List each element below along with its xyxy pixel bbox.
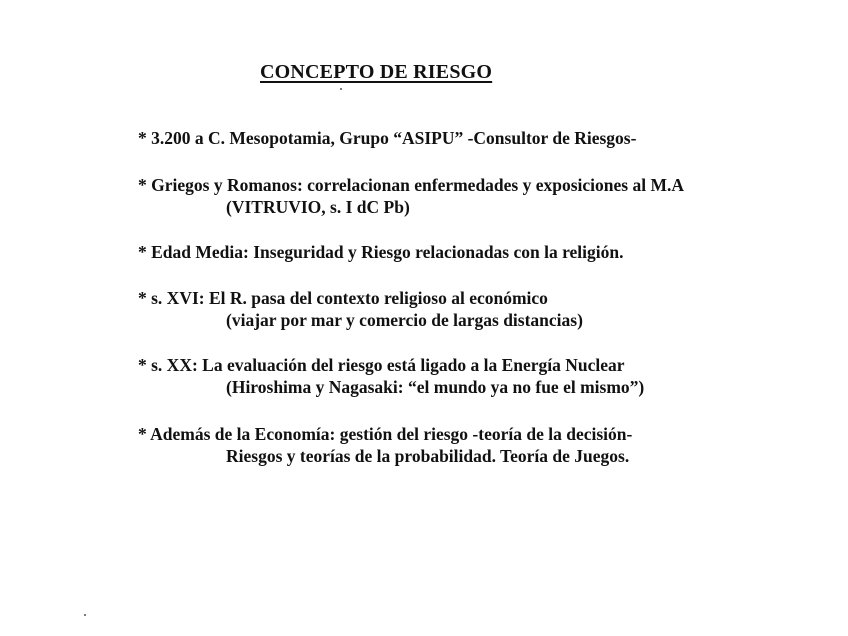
item-subline: (Hiroshima y Nagasaki: “el mundo ya no fue el mismo”) xyxy=(226,377,645,397)
item-mesopotamia xyxy=(138,127,636,149)
item-economia xyxy=(138,423,632,467)
item-line: * 3.200 a C. Mesopotamia, Grupo “ASIPU” -Consultor de Riesgos- xyxy=(138,128,637,148)
item-griegos-romanos xyxy=(138,174,684,218)
item-line: * s. XX: La evaluación del riesgo está ligado a la Energía Nuclear xyxy=(138,355,625,375)
item-subline: (VITRUVIO, s. I dC Pb) xyxy=(226,197,410,217)
item-subline: (viajar por mar y comercio de largas distancias) xyxy=(226,310,583,330)
item-edad-media xyxy=(138,241,624,263)
item-line: * Griegos y Romanos: correlacionan enfermedades y exposiciones al M.A xyxy=(138,175,684,195)
scan-speck xyxy=(340,88,342,90)
document-title: CONCEPTO DE RIESGO xyxy=(260,61,493,83)
scan-speck xyxy=(84,614,86,616)
item-line: * Además de la Economía: gestión del riesgo -teoría de la decisión- xyxy=(138,424,633,444)
item-siglo-xx xyxy=(138,354,644,398)
item-siglo-xvi xyxy=(138,287,583,331)
item-line: * Edad Media: Inseguridad y Riesgo relacionadas con la religión. xyxy=(138,242,624,262)
item-line: * s. XVI: El R. pasa del contexto religioso al económico xyxy=(138,288,548,308)
item-subline: Riesgos y teorías de la probabilidad. Teoría de Juegos. xyxy=(226,446,630,466)
